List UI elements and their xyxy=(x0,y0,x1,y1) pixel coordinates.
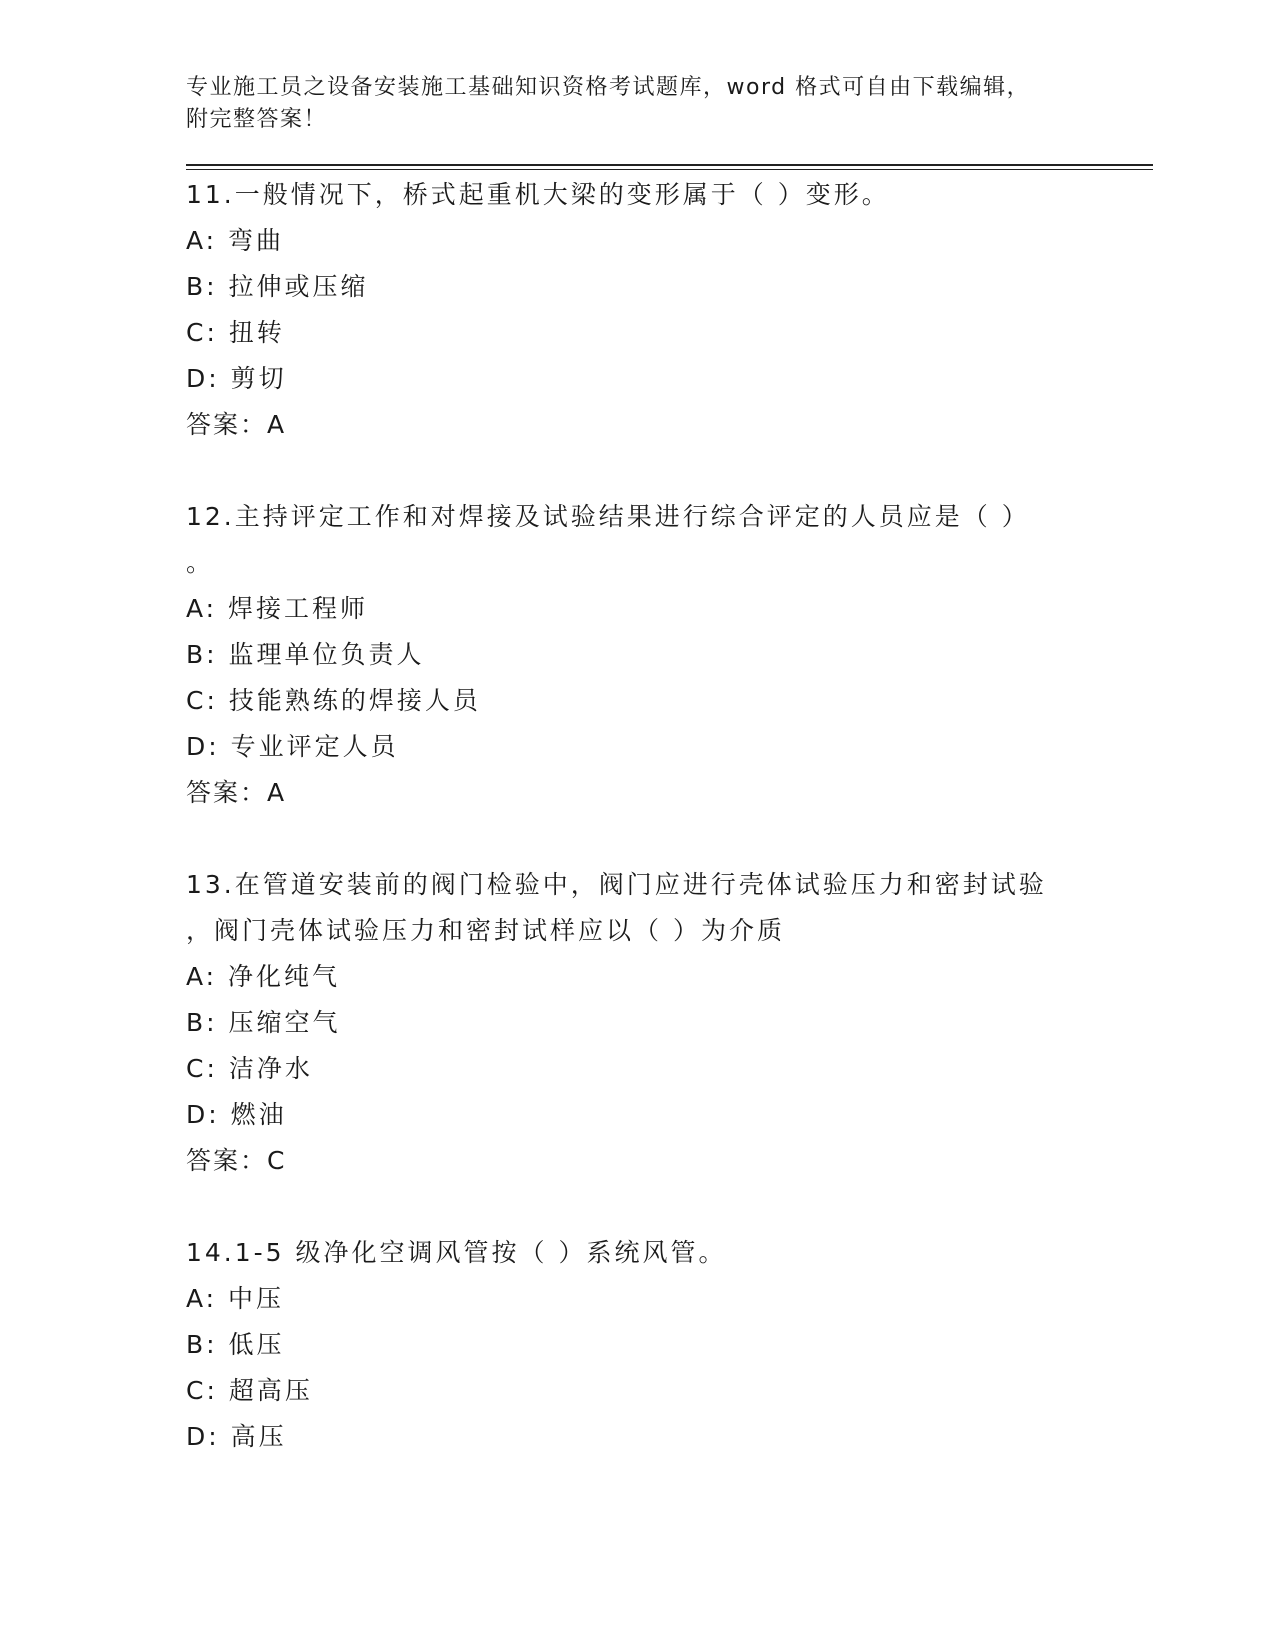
option-b: B: 拉伸或压缩 xyxy=(186,272,369,301)
question-stem: 14.1-5 级净化空调风管按（ ）系统风管。 xyxy=(186,1238,727,1267)
header-line-2: 附完整答案！ xyxy=(186,107,328,132)
option-b: B: 压缩空气 xyxy=(186,1008,341,1037)
document-header xyxy=(186,72,1146,136)
option-c: C: 洁净水 xyxy=(186,1054,313,1083)
option-d: D: 剪切 xyxy=(186,364,287,393)
spacer xyxy=(186,1184,1146,1230)
answer-line: 答案：C xyxy=(186,1146,287,1175)
answer-line: 答案：A xyxy=(186,778,287,807)
option-c: C: 扭转 xyxy=(186,318,285,347)
question-14 xyxy=(186,1230,1146,1460)
option-c: C: 技能熟练的焊接人员 xyxy=(186,686,481,715)
question-stem-continued: 。 xyxy=(186,548,215,577)
option-d: D: 燃油 xyxy=(186,1100,287,1129)
header-line-1: 专业施工员之设备安装施工基础知识资格考试题库，word 格式可自由下载编辑， xyxy=(186,75,1031,100)
option-a: A: 弯曲 xyxy=(186,226,285,255)
answer-line: 答案：A xyxy=(186,410,287,439)
option-d: D: 高压 xyxy=(186,1422,287,1451)
option-a: A: 净化纯气 xyxy=(186,962,341,991)
option-b: B: 监理单位负责人 xyxy=(186,640,425,669)
spacer xyxy=(186,816,1146,862)
option-a: A: 焊接工程师 xyxy=(186,594,369,623)
question-stem: 12.主持评定工作和对焊接及试验结果进行综合评定的人员应是（ ） xyxy=(186,502,1030,531)
option-d: D: 专业评定人员 xyxy=(186,732,399,761)
question-11 xyxy=(186,172,1146,448)
option-c: C: 超高压 xyxy=(186,1376,313,1405)
option-b: B: 低压 xyxy=(186,1330,285,1359)
question-stem-continued: ，阀门壳体试验压力和密封试样应以（ ）为介质 xyxy=(186,916,785,945)
spacer xyxy=(186,448,1146,494)
question-stem: 11.一般情况下，桥式起重机大梁的变形属于（ ）变形。 xyxy=(186,180,890,209)
option-a: A: 中压 xyxy=(186,1284,285,1313)
question-12 xyxy=(186,494,1146,816)
question-13 xyxy=(186,862,1146,1184)
header-divider xyxy=(186,164,1153,170)
document-page xyxy=(186,72,1146,1460)
question-stem: 13.在管道安装前的阀门检验中，阀门应进行壳体试验压力和密封试验 xyxy=(186,870,1047,899)
